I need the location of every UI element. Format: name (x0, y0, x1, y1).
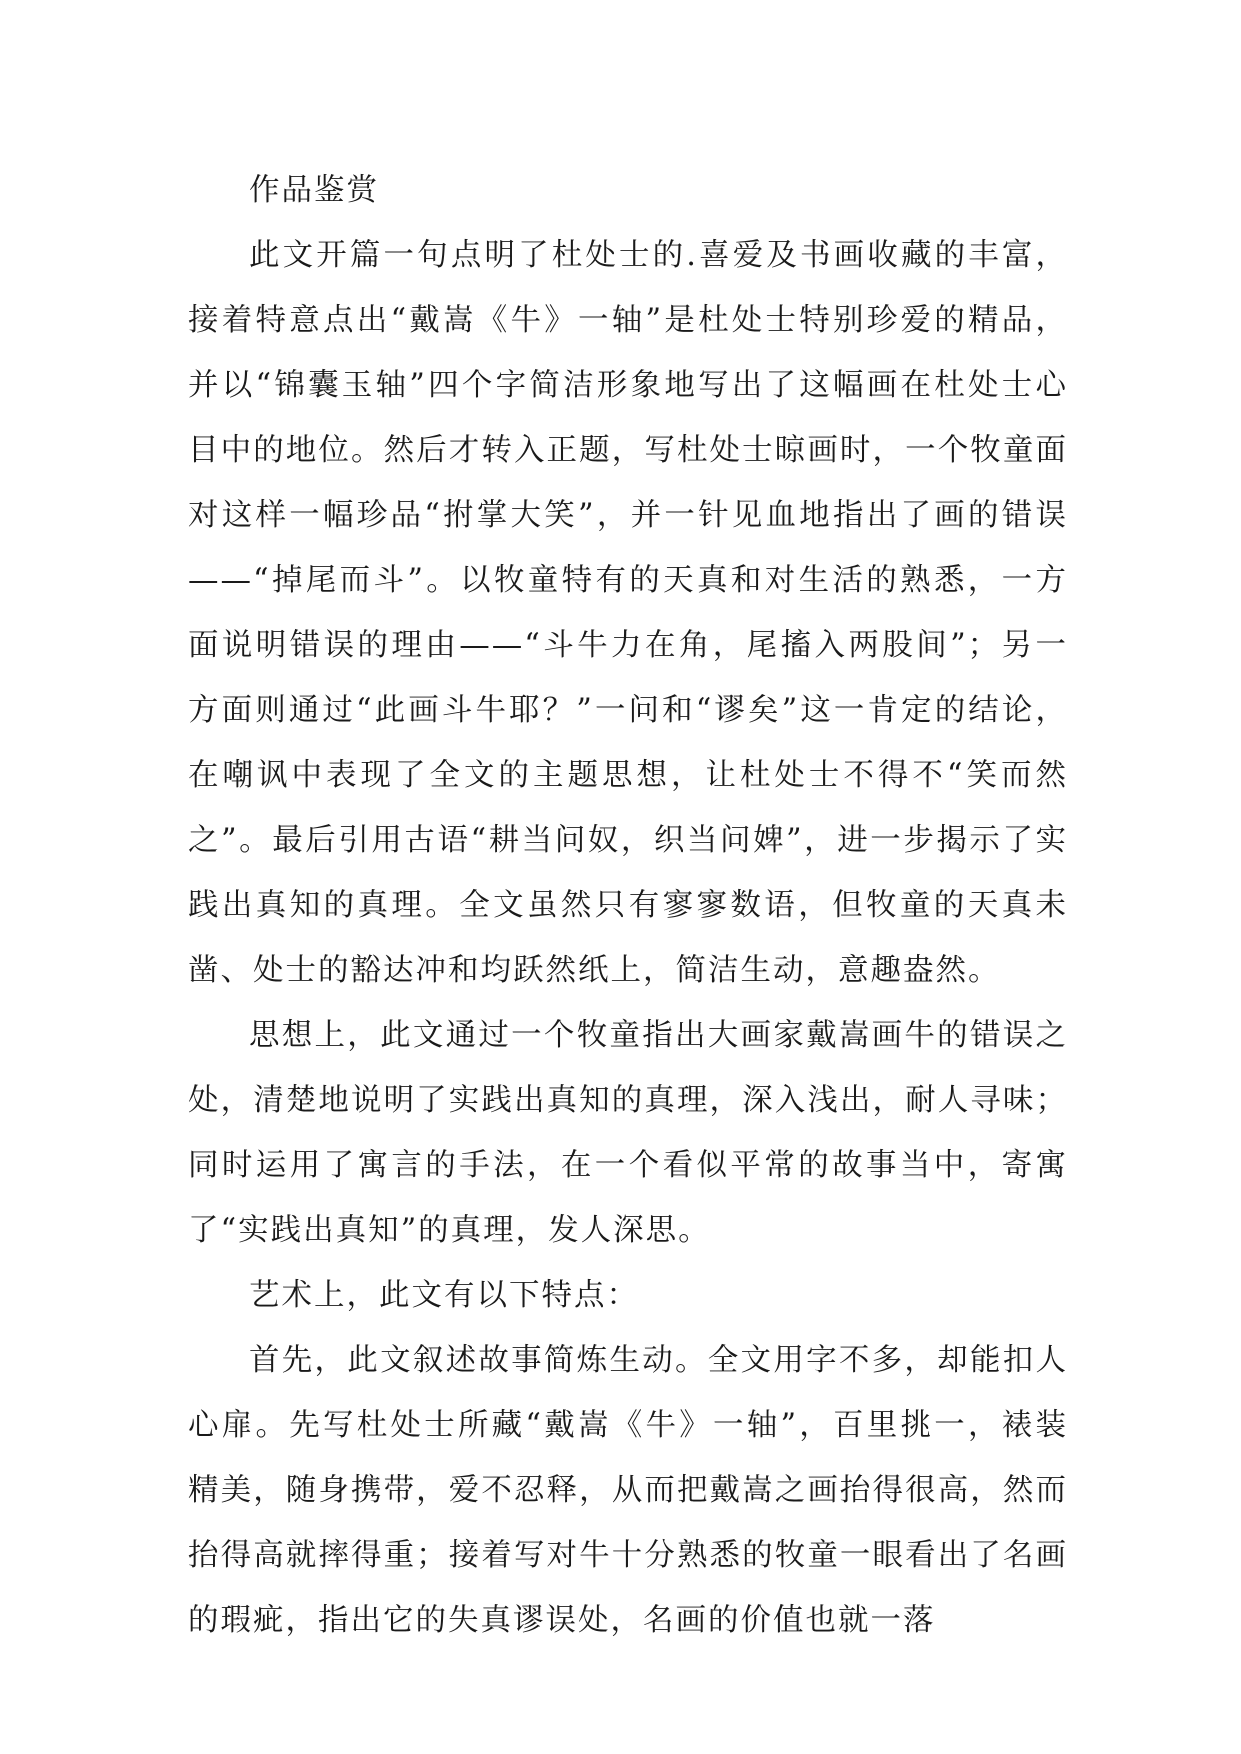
paragraph: 首先，此文叙述故事简炼生动。全文用字不多，却能扣人心扉。先写杜处士所藏“戴嵩《牛》一轴”，百里挑一，裱装精美，随身携带，爱不忍释，从而把戴嵩之画抬得很高，然而抬得高就摔得重；接着写对牛十分熟悉的牧童一眼看出了名画的瑕疵，指出它的失真谬误处，名画的价值也就一落 (188, 1343, 1068, 1638)
document-body (188, 158, 1068, 1653)
paragraph: 艺术上，此文有以下特点： (249, 1278, 639, 1313)
paragraph: 此文开篇一句点明了杜处士的.喜爱及书画收藏的丰富，接着特意点出“戴嵩《牛》一轴”是杜处士特别珍爱的精品，并以“锦囊玉轴”四个字简洁形象地写出了这幅画在杜处士心目中的地位。然后才转入正题，写杜处士晾画时，一个牧童面对这样一幅珍品“拊掌大笑”，并一针见血地指出了画的错误——“掉尾而斗”。以牧童特有的天真和对生活的熟悉，一方面说明错误的理由——“斗牛力在角，尾搐入两股间”；另一方面则通过“此画斗牛耶？”一问和“谬矣”这一肯定的结论，在嘲讽中表现了全文的主题思想，让杜处士不得不“笑而然之”。最后引用古语“耕当问奴，织当问婢”，进一步揭示了实践出真知的真理。全文虽然只有寥寥数语，但牧童的天真未凿、处士的豁达冲和均跃然纸上，简洁生动，意趣盎然。 (188, 238, 1068, 988)
section-heading: 作品鉴赏 (249, 173, 379, 208)
paragraph: 思想上，此文通过一个牧童指出大画家戴嵩画牛的错误之处，清楚地说明了实践出真知的真理，深入浅出，耐人寻味；同时运用了寓言的手法，在一个看似平常的故事当中，寄寓了“实践出真知”的真理，发人深思。 (188, 1018, 1068, 1248)
